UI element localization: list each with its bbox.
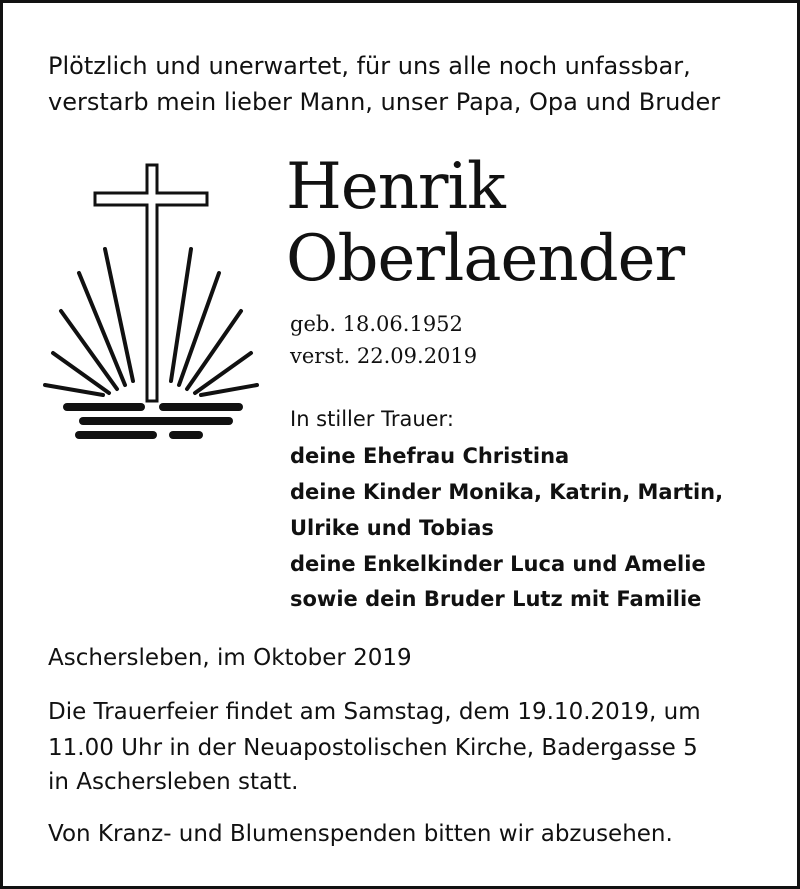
mourner-line: Ulrike und Tobias [290,516,494,540]
mourner-line: sowie dein Bruder Lutz mit Familie [290,587,702,611]
place-date: Aschersleben, im Oktober 2019 [48,645,412,671]
birth-date: geb. 18.06.1952 [290,312,463,336]
mourner-line: deine Ehefrau Christina [290,444,570,468]
mourner-line: deine Enkelkinder Luca und Amelie [290,552,706,576]
cross-rising-sun-icon [43,153,273,453]
mourner-line: deine Kinder Monika, Katrin, Martin, [290,480,724,504]
death-date: verst. 22.09.2019 [290,344,478,368]
mourners-label: In stiller Trauer: [290,407,454,431]
intro-line-1: Plötzlich und unerwartet, für uns alle noch unfassbar, [48,52,691,80]
deceased-last-name: Oberlaender [286,222,685,296]
intro-line-2: verstarb mein lieber Mann, unser Papa, Opa und Bruder [48,88,721,116]
service-line-2: 11.00 Uhr in der Neuapostolischen Kirche, Badergasse 5 [48,735,698,761]
closing-note: Von Kranz- und Blumenspenden bitten wir abzusehen. [48,821,673,847]
deceased-first-name: Henrik [286,150,505,224]
service-line-3: in Aschersleben statt. [48,769,299,795]
service-line-1: Die Trauerfeier findet am Samstag, dem 19.10.2019, um [48,699,701,725]
